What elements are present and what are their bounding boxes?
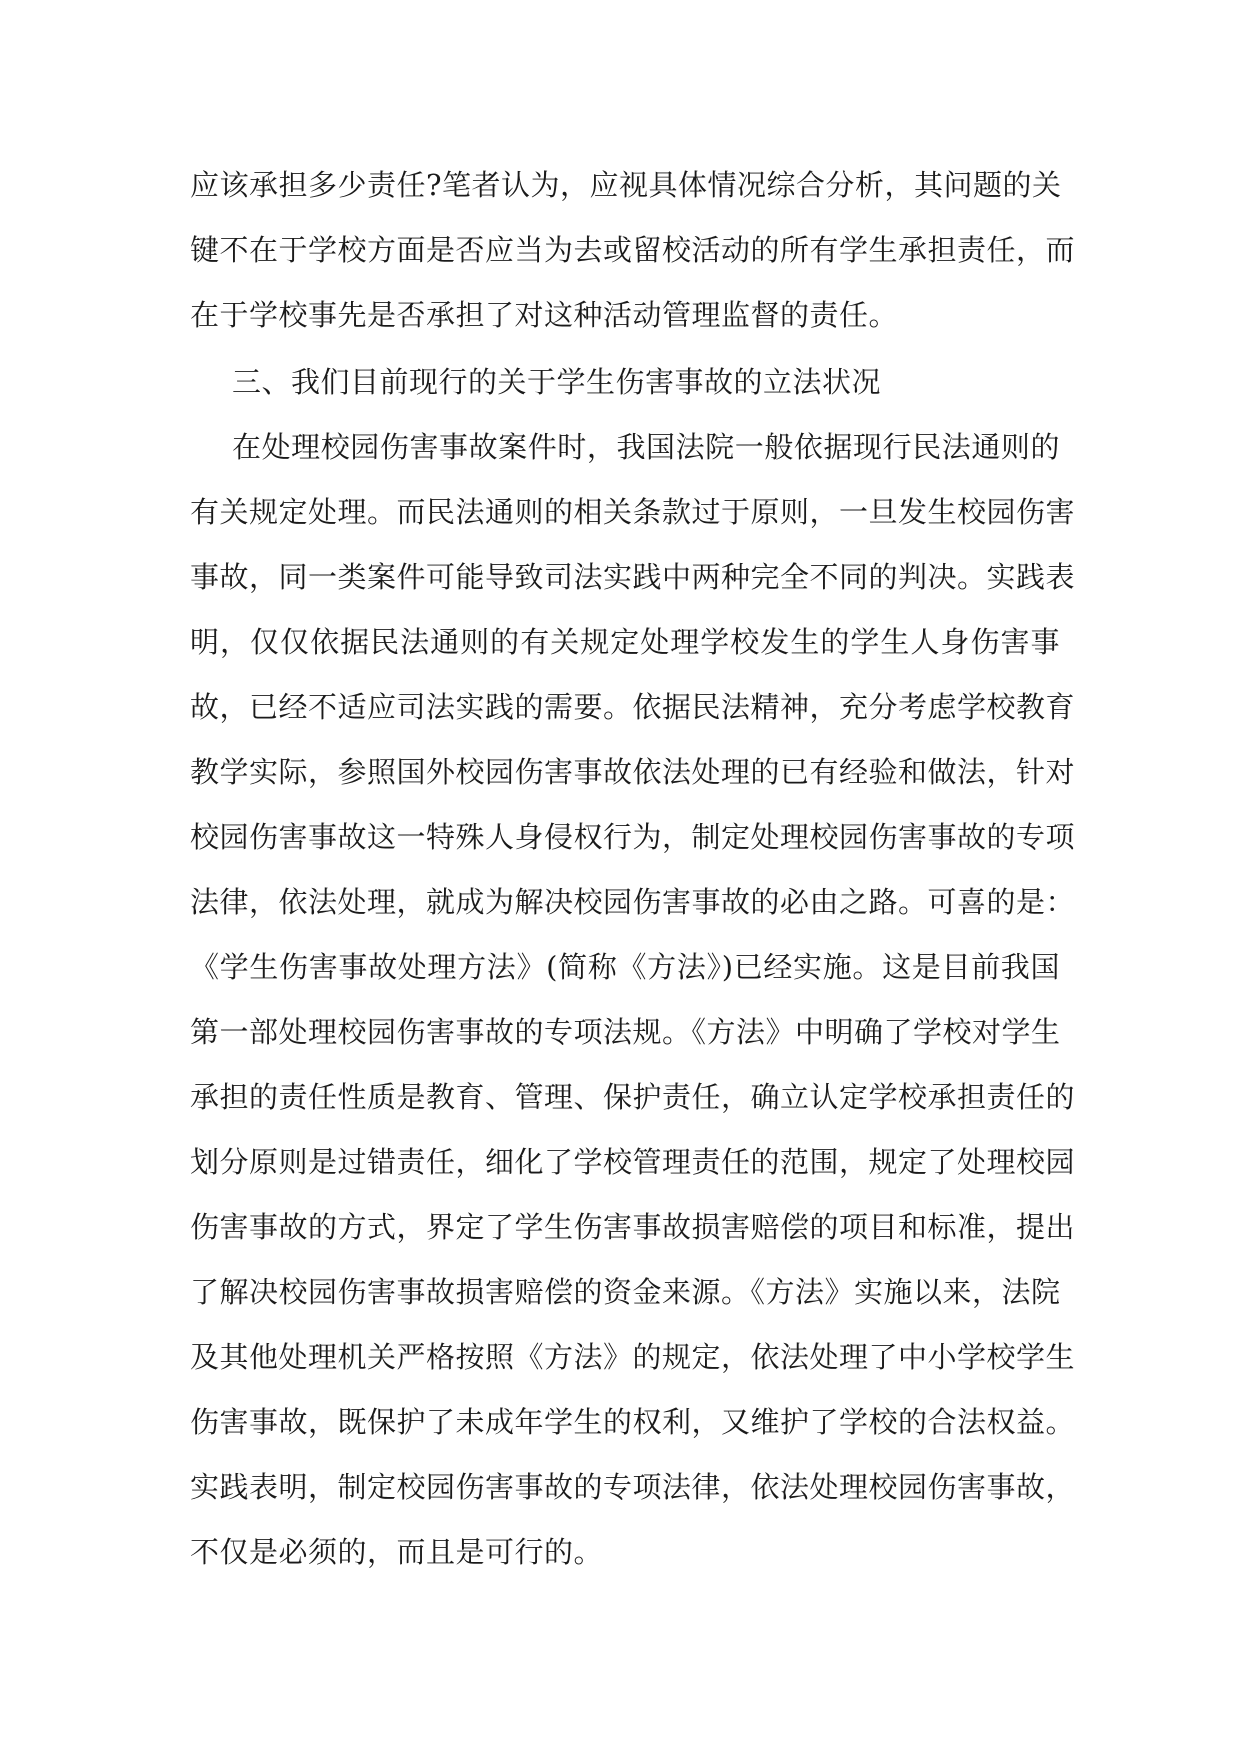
paragraph-line: 应该承担多少责任?笔者认为，应视具体情况综合分析，其问题的关 [190, 168, 1062, 202]
paragraph-line: 第一部处理校园伤害事故的专项法规。《方法》中明确了学校对学生 [190, 1015, 1061, 1049]
paragraph-line: 伤害事故，既保护了未成年学生的权利，又维护了学校的合法权益。 [190, 1405, 1076, 1439]
paragraph-line: 明，仅仅依据民法通则的有关规定处理学校发生的学生人身伤害事 [190, 625, 1060, 659]
section-heading: 三、我们目前现行的关于学生伤害事故的立法状况 [232, 365, 882, 399]
paragraph-line: 《学生伤害事故处理方法》(简称《方法》)已经实施。这是目前我国 [190, 950, 1060, 984]
paragraph-line: 及其他处理机关严格按照《方法》的规定，依法处理了中小学校学生 [190, 1340, 1076, 1374]
paragraph-line: 承担的责任性质是教育、管理、保护责任，确立认定学校承担责任的 [190, 1080, 1076, 1114]
paragraph-line: 不仅是必须的，而且是可行的。 [190, 1535, 604, 1569]
paragraph-line: 了解决校园伤害事故损害赔偿的资金来源。《方法》实施以来，法院 [190, 1275, 1061, 1309]
paragraph-line: 法律，依法处理，就成为解决校园伤害事故的必由之路。可喜的是： [190, 885, 1076, 919]
paragraph-line: 划分原则是过错责任，细化了学校管理责任的范围，规定了处理校园 [190, 1145, 1076, 1179]
paragraph-line: 在于学校事先是否承担了对这种活动管理监督的责任。 [190, 298, 899, 332]
paragraph-line: 键不在于学校方面是否应当为去或留校活动的所有学生承担责任，而 [190, 233, 1076, 267]
paragraph-line: 事故，同一类案件可能导致司法实践中两种完全不同的判决。实践表 [190, 560, 1076, 594]
paragraph-line: 故，已经不适应司法实践的需要。依据民法精神，充分考虑学校教育 [190, 690, 1076, 724]
paragraph-line: 有关规定处理。而民法通则的相关条款过于原则，一旦发生校园伤害 [190, 495, 1076, 529]
paragraph-line: 伤害事故的方式，界定了学生伤害事故损害赔偿的项目和标准，提出 [190, 1210, 1076, 1244]
paragraph-main [190, 415, 1076, 1585]
paragraph-line: 校园伤害事故这一特殊人身侵权行为，制定处理校园伤害事故的专项 [190, 820, 1076, 854]
section-heading-block [190, 350, 1060, 415]
paragraph-line: 实践表明，制定校园伤害事故的专项法律，依法处理校园伤害事故， [190, 1470, 1076, 1504]
paragraph-line: 在处理校园伤害事故案件时，我国法院一般依据现行民法通则的 [232, 430, 1060, 464]
paragraph-continuation [190, 153, 1076, 348]
paragraph-line: 教学实际，参照国外校园伤害事故依法处理的已有经验和做法，针对 [190, 755, 1076, 789]
